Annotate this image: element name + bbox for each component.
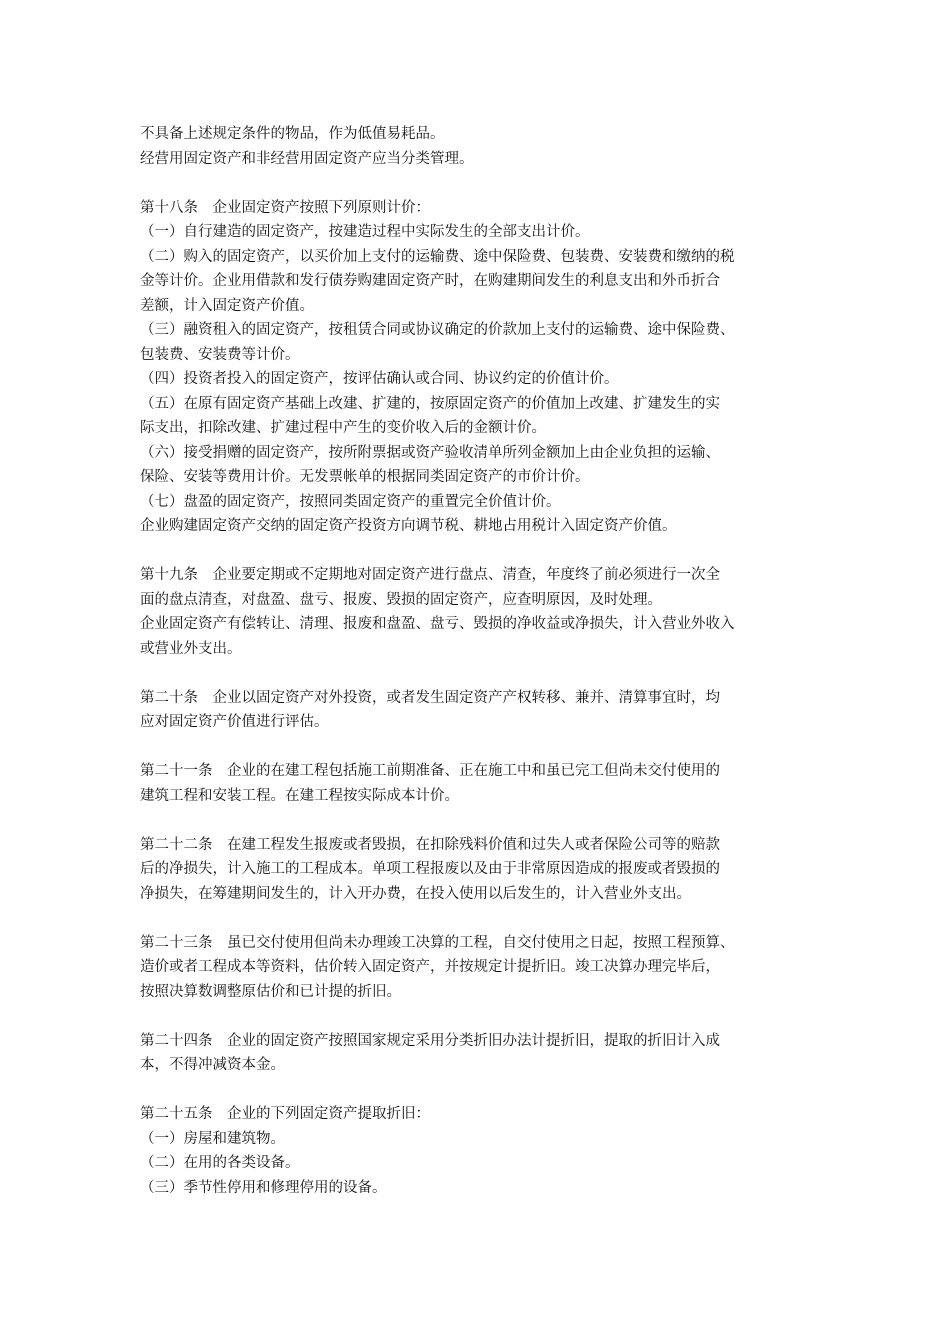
paragraph-gap (140, 1078, 830, 1103)
text-line: 或营业外支出。 (140, 640, 242, 657)
text-line: 包装费、安装费等计价。 (140, 346, 300, 363)
text-line: 本，不得冲减资本金。 (140, 1057, 285, 1073)
text-line: 经营用固定资产和非经营用固定资产应当分类管理。 (140, 150, 474, 167)
text-line: 第二十三条 虽已交付使用但尚未办理竣工决算的工程，自交付使用之日起，按照工程预算、 (140, 934, 735, 951)
text-line: 第二十四条 企业的固定资产按照国家规定采用分类折旧办法计提折旧，提取的折旧计入成 (140, 1032, 720, 1049)
text-line: 第十九条 企业要定期或不定期地对固定资产进行盘点、清查，年度终了前必须进行一次全 (140, 567, 720, 583)
text-line: （七）盘盈的固定资产，按照同类固定资产的重置完全价值计价。 (140, 493, 561, 510)
text-line: （二）在用的各类设备。 (140, 1155, 300, 1171)
text-line: 金等计价。企业用借款和发行债券购建固定资产时，在购建期间发生的利息支出和外币折合 (140, 273, 720, 289)
text-line: 面的盘点清查，对盘盈、盘亏、报废、毁损的固定资产，应查明原因，及时处理。 (140, 591, 662, 608)
text-line: 第二十五条 企业的下列固定资产提取折旧： (140, 1106, 430, 1122)
text-line: 建筑工程和安装工程。在建工程按实际成本计价。 (140, 787, 459, 804)
paragraph-gap (140, 906, 830, 931)
text-line: （一）自行建造的固定资产，按建造过程中实际发生的全部支出计价。 (140, 224, 590, 240)
text-line: 后的净损失，计入施工的工程成本。单项工程报废以及由于非常原因造成的报废或者毁损的 (140, 861, 720, 877)
text-line: （三）季节性停用和修理停用的设备。 (140, 1179, 387, 1196)
text-line: （四）投资者投入的固定资产，按评估确认或合同、协议约定的价值计价。 (140, 371, 619, 387)
paragraph-gap (140, 808, 830, 833)
text-line: 造价或者工程成本等资料，估价转入固定资产，并按规定计提折旧。竣工决算办理完毕后， (140, 959, 720, 975)
text-line: 保险、安装等费用计价。无发票帐单的根据同类固定资产的市价计价。 (140, 469, 590, 485)
text-line: 第十八条 企业固定资产按照下列原则计价： (140, 199, 430, 216)
text-line: （一）房屋和建筑物。 (140, 1130, 285, 1147)
text-line: （六）接受捐赠的固定资产，按所附票据或资产验收清单所列金额加上由企业负担的运输、 (140, 444, 720, 461)
text-line: 不具备上述规定条件的物品，作为低值易耗品。 (140, 126, 445, 142)
text-line: 企业固定资产有偿转让、清理、报废和盘盈、盘亏、毁损的净收益或净损失，计入营业外收入 (140, 616, 735, 632)
text-line: 净损失，在筹建期间发生的，计入开办费，在投入使用以后发生的，计入营业外支出。 (140, 885, 691, 902)
paragraph-gap (140, 661, 830, 686)
text-line: （三）融资租入的固定资产，按租赁合同或协议确定的价款加上支付的运输费、途中保险费、 (140, 322, 735, 338)
text-line: 差额，计入固定资产价值。 (140, 297, 314, 314)
paragraph-gap (140, 171, 830, 196)
text-line: 企业购建固定资产交纳的固定资产投资方向调节税、耕地占用税计入固定资产价值。 (140, 518, 677, 534)
paragraph-gap (140, 735, 830, 760)
text-line: 第二十条 企业以固定资产对外投资，或者发生固定资产产权转移、兼并、清算事宜时，均 (140, 689, 720, 706)
paragraph-gap (140, 539, 830, 564)
paragraph-gap (140, 1004, 830, 1029)
text-line: 际支出，扣除改建、扩建过程中产生的变价收入后的金额计价。 (140, 420, 546, 436)
text-line: （五）在原有固定资产基础上改建、扩建的，按原固定资产的价值加上改建、扩建发生的实 (140, 395, 720, 412)
text-line: 第二十一条 企业的在建工程包括施工前期准备、正在施工中和虽已完工但尚未交付使用的 (140, 763, 720, 779)
text-line: 第二十二条 在建工程发生报废或者毁损，在扣除残料价值和过失人或者保险公司等的赔款 (140, 836, 720, 853)
text-line: （二）购入的固定资产，以买价加上支付的运输费、途中保险费、包装费、安装费和缴纳的税 (140, 248, 735, 265)
text-line: 按照决算数调整原估价和已计提的折旧。 (140, 983, 401, 1000)
document-body (140, 122, 830, 1200)
text-line: 应对固定资产价值进行评估。 (140, 714, 329, 730)
